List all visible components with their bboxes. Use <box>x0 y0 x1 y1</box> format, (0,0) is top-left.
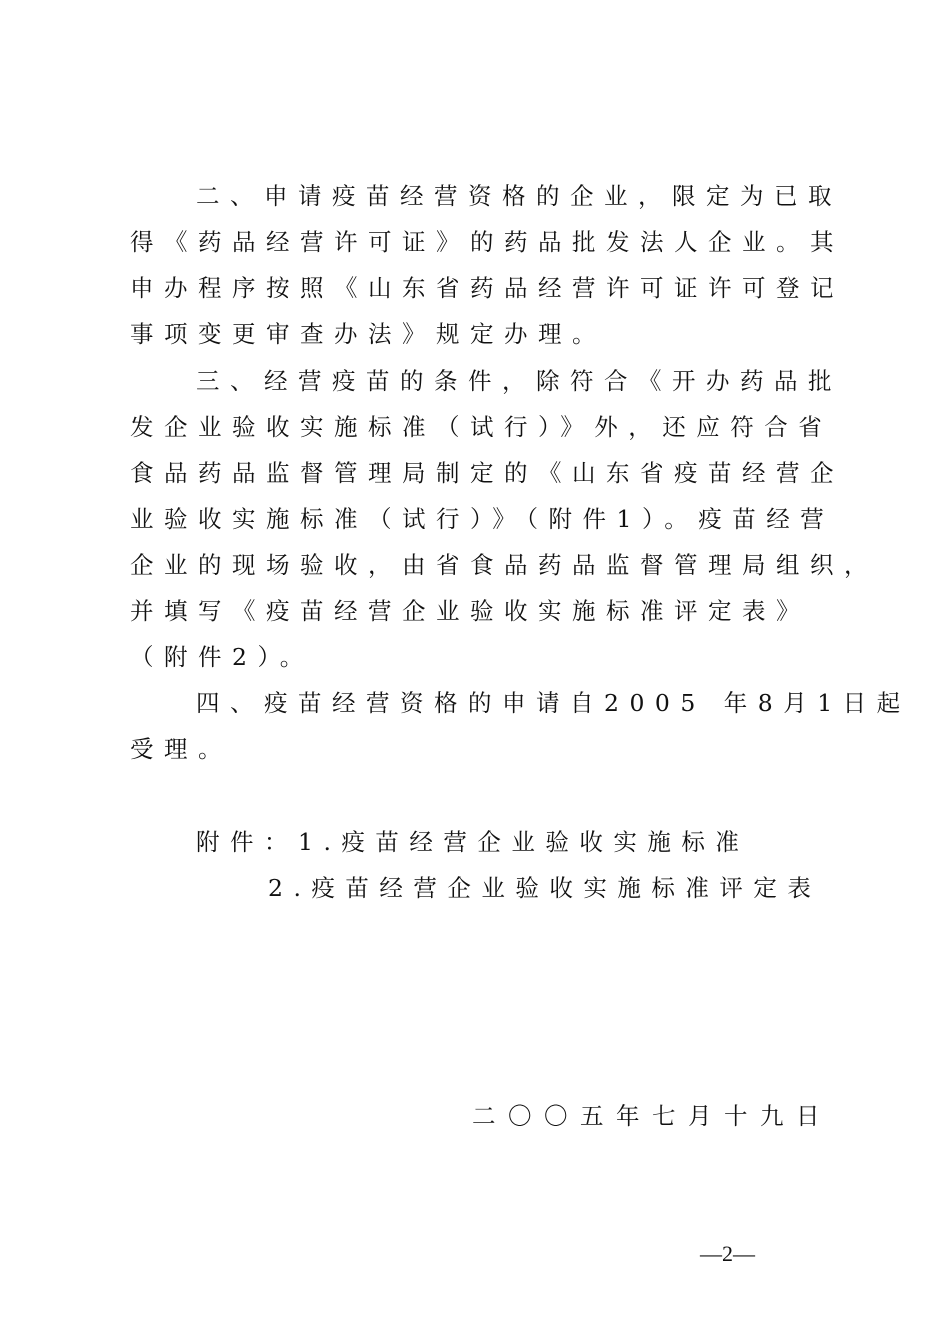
paragraph-line: 三、经营疫苗的条件，除符合《开办药品批 <box>196 367 842 395</box>
paragraph-line: 受理。 <box>130 735 232 763</box>
paragraph-line: （附件2）。 <box>130 643 314 671</box>
attachment-item-2: 2.疫苗经营企业验收实施标准评定表 <box>268 874 822 902</box>
paragraph-line: 二、申请疫苗经营资格的企业，限定为已取 <box>196 182 842 210</box>
attachment-item-1: 附件：1.疫苗经营企业验收实施标准 <box>196 828 750 856</box>
paragraph-line: 食品药品监督管理局制定的《山东省疫苗经营企 <box>130 459 844 487</box>
paragraph-line: 四、疫苗经营资格的申请自2005 年8月1日起 <box>196 689 911 717</box>
paragraph-line: 企业的现场验收，由省食品药品监督管理局组织， <box>130 551 878 579</box>
paragraph-line: 业验收实施标准（试行）》（附件1）。疫苗经营 <box>130 505 835 533</box>
paragraph-line: 并填写《疫苗经营企业验收实施标准评定表》 <box>130 597 810 625</box>
paragraph-line: 事项变更审查办法》规定办理。 <box>130 320 606 348</box>
paragraph-line: 申办程序按照《山东省药品经营许可证许可登记 <box>130 274 844 302</box>
paragraph-line: 得《药品经营许可证》的药品批发法人企业。其 <box>130 228 844 256</box>
page-number: —2— <box>700 1241 755 1266</box>
issue-date: 二〇〇五年七月十九日 <box>472 1102 832 1130</box>
paragraph-line: 发企业验收实施标准（试行）》外，还应符合省 <box>130 413 833 441</box>
